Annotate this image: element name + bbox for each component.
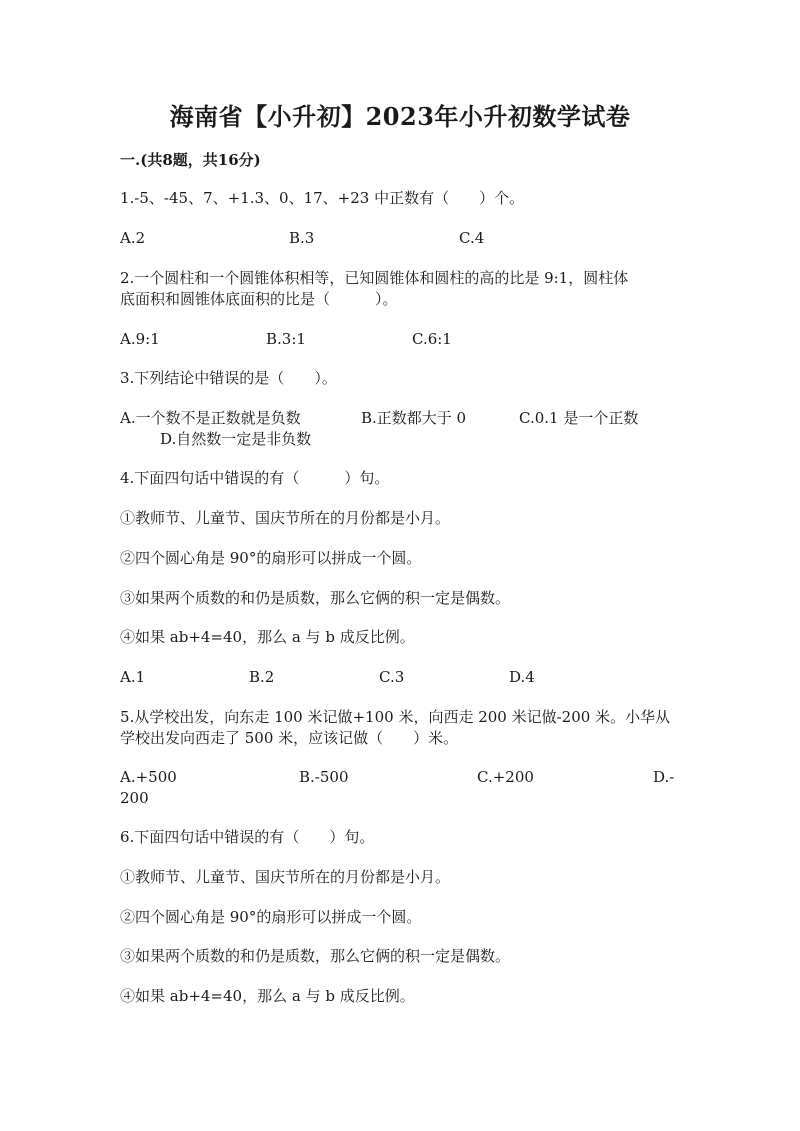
q4-option-d: D.4 [509,668,535,686]
question-5-stem-line2: 学校出发向西走了 500 米，应该记做（ ）米。 [120,729,459,747]
q2-option-a: A.9:1 [120,330,160,348]
q1-option-a: A.2 [120,229,146,247]
q3-option-b: B.正数都大于 0 [361,409,467,427]
q6-statement-3: ③如果两个质数的和仍是质数，那么它俩的积一定是偶数。 [120,947,511,965]
q4-option-c: C.3 [379,668,405,686]
q5-option-a: A.+500 [120,768,177,786]
q4-statement-2: ②四个圆心角是 90°的扇形可以拼成一个圆。 [120,549,422,567]
q3-option-a: A.一个数不是正数就是负数 [120,409,301,427]
q2-option-c: C.6:1 [412,330,452,348]
q5-option-b: B.-500 [299,768,349,786]
question-1-stem: 1.-5、-45、7、+1.3、0、17、+23 中正数有（ ）个。 [120,189,525,207]
q4-statement-1: ①教师节、儿童节、国庆节所在的月份都是小月。 [120,509,451,527]
q3-option-d: D.自然数一定是非负数 [160,430,312,448]
q2-option-b: B.3:1 [266,330,306,348]
question-2-stem-line1: 2.一个圆柱和一个圆锥体积相等，已知圆锥体和圆柱的高的比是 9:1，圆柱体 [120,269,629,287]
question-2-stem-line2: 底面积和圆锥体底面积的比是（ ）。 [120,290,398,308]
q1-option-b: B.3 [289,229,315,247]
q4-option-a: A.1 [120,668,146,686]
question-6-stem: 6.下面四句话中错误的有（ ）句。 [120,828,375,846]
q5-option-d: D.- [653,768,675,786]
q3-option-c: C.0.1 是一个正数 [519,409,639,427]
section-heading: 一.(共8题，共16分) [120,151,261,169]
q4-statement-3: ③如果两个质数的和仍是质数，那么它俩的积一定是偶数。 [120,589,511,607]
question-3-stem: 3.下列结论中错误的是（ ）。 [120,369,337,387]
exam-title: 海南省【小升初】2023年小升初数学试卷 [169,102,631,131]
question-5-stem-line1: 5.从学校出发，向东走 100 米记做+100 米，向西走 200 米记做-200 米。小华从 [120,708,671,726]
q5-option-d-wrap: 200 [120,789,149,807]
q6-statement-4: ④如果 ab+4=40，那么 a 与 b 成反比例。 [120,987,415,1005]
q6-statement-2: ②四个圆心角是 90°的扇形可以拼成一个圆。 [120,908,422,926]
q5-option-c: C.+200 [477,768,534,786]
q4-statement-4: ④如果 ab+4=40，那么 a 与 b 成反比例。 [120,628,415,646]
q6-statement-1: ①教师节、儿童节、国庆节所在的月份都是小月。 [120,868,451,886]
question-4-stem: 4.下面四句话中错误的有（ ）句。 [120,469,390,487]
q4-option-b: B.2 [249,668,275,686]
q1-option-c: C.4 [459,229,485,247]
